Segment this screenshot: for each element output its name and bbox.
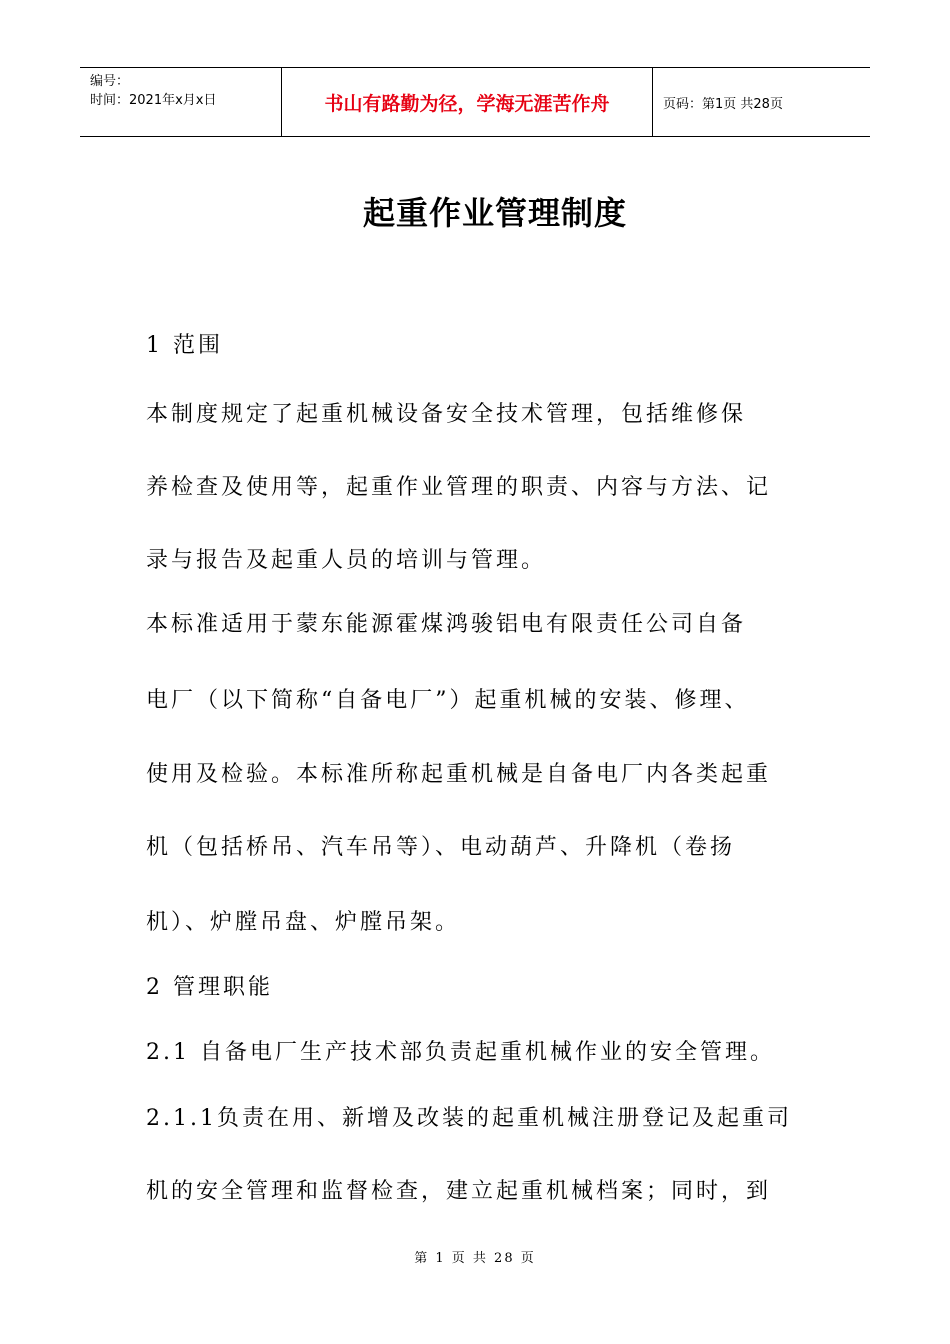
section-heading-duties: 2 管理职能 xyxy=(146,975,273,1000)
paragraph-line: 本标准适用于蒙东能源霍煤鸿骏铝电有限责任公司自备 xyxy=(146,612,747,637)
paragraph-line: 2.1 自备电厂生产技术部负责起重机械作业的安全管理。 xyxy=(146,1040,775,1065)
header-meta xyxy=(80,68,281,136)
paragraph-line: 电厂（以下简称“自备电厂”）起重机械的安装、修理、 xyxy=(146,688,750,713)
header-motto: 书山有路勤为径，学海无涯苦作舟 xyxy=(281,68,653,136)
page-footer: 第 1 页 共 28 页 xyxy=(414,1251,536,1266)
header-page-info: 页码：第1页 共28页 xyxy=(663,96,783,112)
paragraph-line: 养检查及使用等，起重作业管理的职责、内容与方法、记 xyxy=(146,475,772,500)
document-time-label: 时间：2021年x月x日 xyxy=(90,93,217,108)
paragraph-line: 本制度规定了起重机械设备安全技术管理，包括维修保 xyxy=(146,402,747,427)
page-header xyxy=(80,67,870,137)
paragraph-line: 2.1.1负责在用、新增及改装的起重机械注册登记及起重司 xyxy=(146,1106,792,1131)
paragraph-line: 机（包括桥吊、汽车吊等）、电动葫芦、升降机（卷扬 xyxy=(146,835,736,860)
document-number-label: 编号： xyxy=(90,74,130,89)
paragraph-line: 机）、炉膛吊盘、炉膛吊架。 xyxy=(146,910,461,935)
paragraph-line: 机的安全管理和监督检查，建立起重机械档案；同时，到 xyxy=(146,1179,772,1204)
paragraph-line: 使用及检验。本标准所称起重机械是自备电厂内各类起重 xyxy=(146,762,772,787)
section-heading-scope: 1 范围 xyxy=(146,333,223,358)
paragraph-line: 录与报告及起重人员的培训与管理。 xyxy=(146,548,547,573)
document-title: 起重作业管理制度 xyxy=(362,194,627,232)
